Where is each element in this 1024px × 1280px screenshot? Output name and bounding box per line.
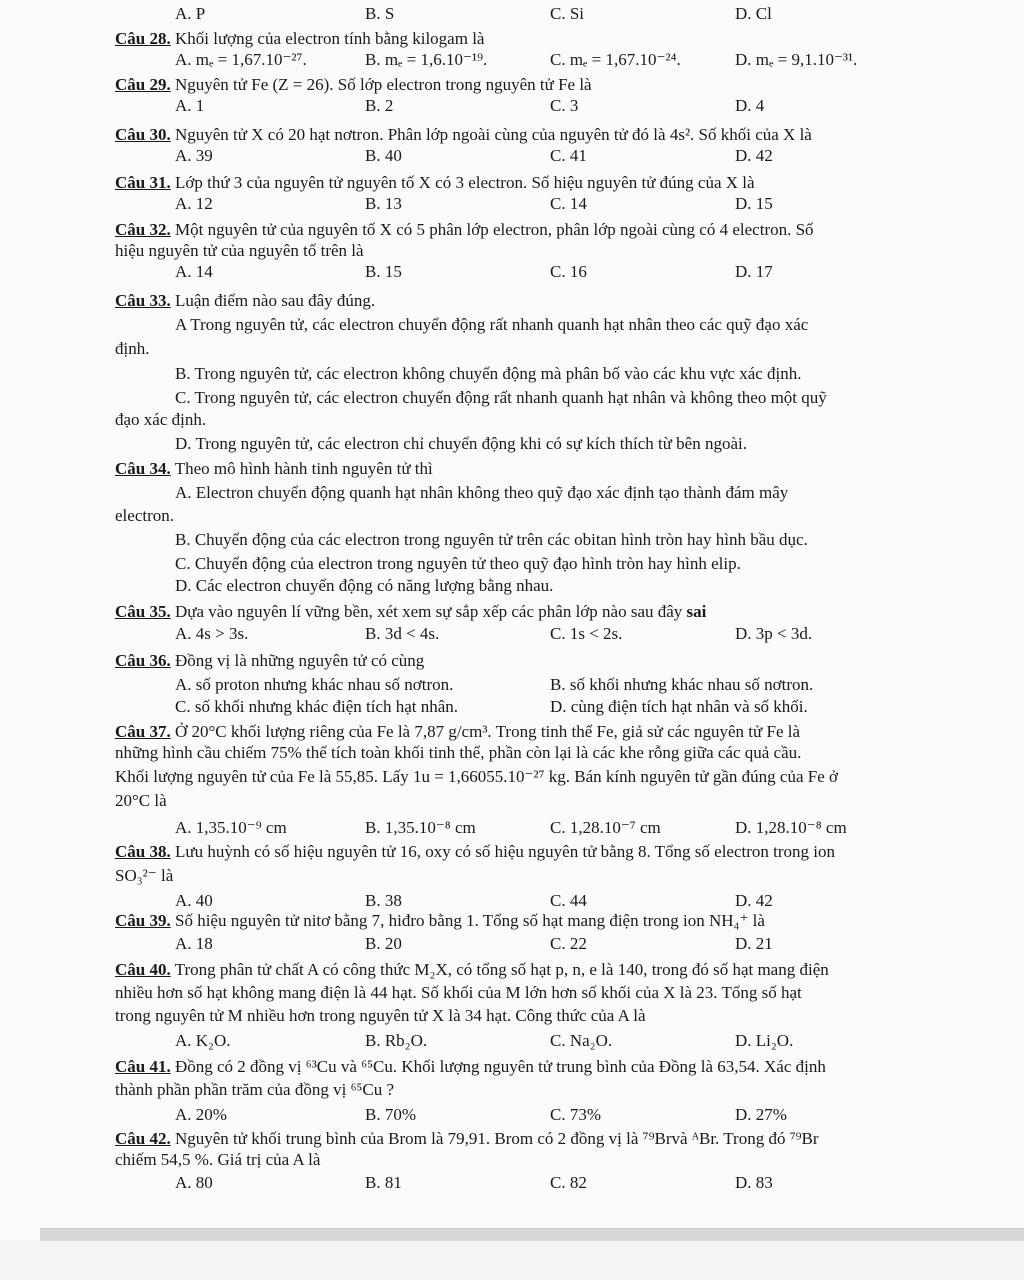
option-d: D. 27% <box>735 1105 787 1124</box>
question-number: Câu 41. <box>115 1057 171 1076</box>
option-c: C. 44 <box>550 891 587 910</box>
option-a: A. 18 <box>175 934 213 953</box>
option-d: D. 1,28.10⁻⁸ cm <box>735 818 847 837</box>
question-number: Câu 33. <box>115 291 171 310</box>
option-a: A. số proton nhưng khác nhau số nơtron. <box>175 675 454 694</box>
option-a: A. 14 <box>175 262 213 281</box>
question-number: Câu 29. <box>115 75 171 94</box>
option-a: A. K₂O. <box>175 1031 231 1050</box>
question-text-line1: Ở 20°C khối lượng riêng của Fe là 7,87 g/cm³. Trong tinh thể Fe, giả sử các nguyên tử Fe là <box>174 722 801 741</box>
question-text-line1: Một nguyên tử của nguyên tố X có 5 phân lớp electron, phân lớp ngoài cùng có 4 electron. Số <box>174 220 814 239</box>
option-a: A. 12 <box>175 194 213 213</box>
question-text: Theo mô hình hành tinh nguyên tử thì <box>174 459 433 478</box>
option-b: B. 70% <box>365 1105 416 1124</box>
option-c: C. 82 <box>550 1173 587 1192</box>
option-c: C. 14 <box>550 194 587 213</box>
question-text: Lớp thứ 3 của nguyên tử nguyên tố X có 3 electron. Số hiệu nguyên tử đúng của X là <box>174 173 755 192</box>
question-30 <box>115 124 985 166</box>
option-c: C. 1s < 2s. <box>550 624 623 643</box>
option-c: C. 3 <box>550 96 579 115</box>
question-text-line2: thành phần phần trăm của đồng vị ⁶⁵Cu ? <box>115 1080 395 1099</box>
question-text-line3: Khối lượng nguyên tử của Fe là 55,85. Lấy 1u = 1,66055.10⁻²⁷ kg. Bán kính nguyên tử gần đúng của Fe ở <box>115 767 838 786</box>
question-text-line2: SO₃²⁻ là <box>115 866 174 885</box>
option-b: B. 20 <box>365 934 402 953</box>
option-a: A. mₑ = 1,67.10⁻²⁷. <box>175 50 307 69</box>
option-b: B. 15 <box>365 262 402 281</box>
option-d: D. Li₂O. <box>735 1031 794 1050</box>
question-38 <box>115 841 985 911</box>
option-c: C. 16 <box>550 262 587 281</box>
question-32 <box>115 219 985 282</box>
option-b: B. 1,35.10⁻⁸ cm <box>365 818 476 837</box>
option-c: C. 41 <box>550 146 587 165</box>
question-text: Đồng vị là những nguyên tử có cùng <box>174 651 425 670</box>
option-b: B. 81 <box>365 1173 402 1192</box>
option-a: A. 1 <box>175 96 205 115</box>
option-c: C. Na₂O. <box>550 1031 613 1050</box>
option-d: D. 4 <box>735 96 765 115</box>
question-text: Luận điểm nào sau đây đúng. <box>174 291 376 310</box>
question-text-line2: nhiều hơn số hạt không mang điện là 44 hạt. Số khối của M lớn hơn số khối của X là 23. Tổng số hạt <box>115 983 802 1002</box>
option-d: D. Trong nguyên tử, các electron chỉ chuyển động khi có sự kích thích từ bên ngoài. <box>175 434 747 453</box>
question-text: Khối lượng của electron tính bằng kilogam là <box>174 29 485 48</box>
option-a-line2: định. <box>115 339 150 358</box>
question-text-line2: hiệu nguyên tử của nguyên tố trên là <box>115 241 364 260</box>
question-text: Nguyên tử X có 20 hạt nơtron. Phân lớp ngoài cùng của nguyên tử đó là 4s². Số khối của X là <box>174 125 812 144</box>
question-text-line1: Lưu huỳnh có số hiệu nguyên tử 16, oxy có số hiệu nguyên tử bằng 8. Tổng số electron trong ion <box>174 842 835 861</box>
question-number: Câu 30. <box>115 125 171 144</box>
question-34 <box>115 458 985 596</box>
option-a: A. P <box>175 4 206 23</box>
option-c: C. Si <box>550 4 585 23</box>
option-c: C. số khối nhưng khác điện tích hạt nhân. <box>175 697 459 716</box>
option-b: B. 40 <box>365 146 402 165</box>
question-text: Số hiệu nguyên tử nitơ bằng 7, hiđro bằng 1. Tổng số hạt mang điện trong ion NH₄⁺ là <box>174 911 765 930</box>
question-number: Câu 31. <box>115 173 171 192</box>
option-b: B. mₑ = 1,6.10⁻¹⁹. <box>365 50 488 69</box>
option-b: B. 3d < 4s. <box>365 624 440 643</box>
option-c: C. mₑ = 1,67.10⁻²⁴. <box>550 50 681 69</box>
question-42 <box>115 1128 985 1193</box>
option-b: B. Rb₂O. <box>365 1031 428 1050</box>
question-31 <box>115 172 985 214</box>
question-text-line2: những hình cầu chiếm 75% thể tích toàn khối tinh thể, phần còn lại là các khe rỗng giữa các quả cầu. <box>115 743 802 762</box>
option-b: B. Chuyển động của các electron trong nguyên tử trên các obitan hình tròn hay hình bầu dục. <box>175 530 808 549</box>
question-text-line4: 20°C là <box>115 791 167 810</box>
question-35 <box>115 601 985 644</box>
option-d: D. 15 <box>735 194 773 213</box>
option-a-line2: electron. <box>115 506 174 525</box>
question-text: Nguyên tử Fe (Z = 26). Số lớp electron trong nguyên tử Fe là <box>174 75 592 94</box>
option-a: A. 40 <box>175 891 213 910</box>
previous-question-options <box>115 3 985 24</box>
question-40 <box>115 959 985 1051</box>
option-b: B. Trong nguyên tử, các electron không chuyển động mà phân bố vào các khu vực xác định. <box>175 364 802 383</box>
option-a: A. 20% <box>175 1105 227 1124</box>
question-39 <box>115 910 985 954</box>
question-number: Câu 32. <box>115 220 171 239</box>
option-d: D. 3p < 3d. <box>735 624 813 643</box>
option-b: B. 13 <box>365 194 402 213</box>
option-d: D. 17 <box>735 262 773 281</box>
question-emphasis: sai <box>686 602 707 621</box>
question-text-line1: Nguyên tử khối trung bình của Brom là 79,91. Brom có 2 đồng vị là ⁷⁹Brvà ᴬBr. Trong đó ⁷⁹Br <box>174 1129 819 1148</box>
option-d: D. 83 <box>735 1173 773 1192</box>
option-d: D. Các electron chuyển động có năng lượng bằng nhau. <box>175 576 554 595</box>
option-d: D. 42 <box>735 146 773 165</box>
option-d: D. 42 <box>735 891 773 910</box>
question-number: Câu 28. <box>115 29 171 48</box>
option-d: D. 21 <box>735 934 773 953</box>
question-number: Câu 35. <box>115 602 171 621</box>
question-number: Câu 34. <box>115 459 171 478</box>
question-29 <box>115 74 985 116</box>
option-d: D. cùng điện tích hạt nhân và số khối. <box>550 697 808 716</box>
question-text-line1: Trong phân tử chất A có công thức M₂X, có tổng số hạt p, n, e là 140, trong đó số hạt mang điện <box>174 960 829 979</box>
option-a: A. 80 <box>175 1173 213 1192</box>
question-37 <box>115 721 985 838</box>
option-c: C. 1,28.10⁻⁷ cm <box>550 818 661 837</box>
question-number: Câu 39. <box>115 911 171 930</box>
option-c-line1: C. Trong nguyên tử, các electron chuyển động rất nhanh quanh hạt nhân và không theo một quỹ <box>175 388 827 407</box>
question-number: Câu 37. <box>115 722 171 741</box>
option-d: D. mₑ = 9,1.10⁻³¹. <box>735 50 858 69</box>
option-c: C. Chuyển động của electron trong nguyên tử theo quỹ đạo hình tròn hay hình elip. <box>175 554 741 573</box>
question-number: Câu 38. <box>115 842 171 861</box>
option-b: B. 38 <box>365 891 402 910</box>
option-b: B. S <box>365 4 395 23</box>
option-a: A. 39 <box>175 146 213 165</box>
option-b: B. số khối nhưng khác nhau số nơtron. <box>550 675 814 694</box>
question-text-line2: chiếm 54,5 %. Giá trị của A là <box>115 1150 321 1169</box>
question-number: Câu 40. <box>115 960 171 979</box>
option-c: C. 22 <box>550 934 587 953</box>
page-edge-divider <box>40 1228 1024 1241</box>
option-c: C. 73% <box>550 1105 601 1124</box>
option-a-line1: A Trong nguyên tử, các electron chuyển động rất nhanh quanh hạt nhân theo các quỹ đạo xác <box>175 315 809 334</box>
question-36 <box>115 650 985 717</box>
option-d: D. Cl <box>735 4 772 23</box>
question-text-line1: Đồng có 2 đồng vị ⁶³Cu và ⁶⁵Cu. Khối lượng nguyên tử trung bình của Đồng là 63,54. Xác định <box>174 1057 826 1076</box>
question-33 <box>115 290 985 454</box>
question-number: Câu 36. <box>115 651 171 670</box>
option-c-line2: đạo xác định. <box>115 410 207 429</box>
option-a-line1: A. Electron chuyển động quanh hạt nhân không theo quỹ đạo xác định tạo thành đám mây <box>175 483 789 502</box>
question-number: Câu 42. <box>115 1129 171 1148</box>
option-a: A. 4s > 3s. <box>175 624 249 643</box>
question-28 <box>115 28 985 70</box>
question-41 <box>115 1056 985 1125</box>
question-text: Dựa vào nguyên lí vững bền, xét xem sự sắp xếp các phân lớp nào sau đây <box>174 602 683 621</box>
option-a: A. 1,35.10⁻⁹ cm <box>175 818 287 837</box>
question-text-line3: trong nguyên tử M nhiều hơn trong nguyên tử X là 34 hạt. Công thức của A là <box>115 1006 646 1025</box>
option-b: B. 2 <box>365 96 394 115</box>
